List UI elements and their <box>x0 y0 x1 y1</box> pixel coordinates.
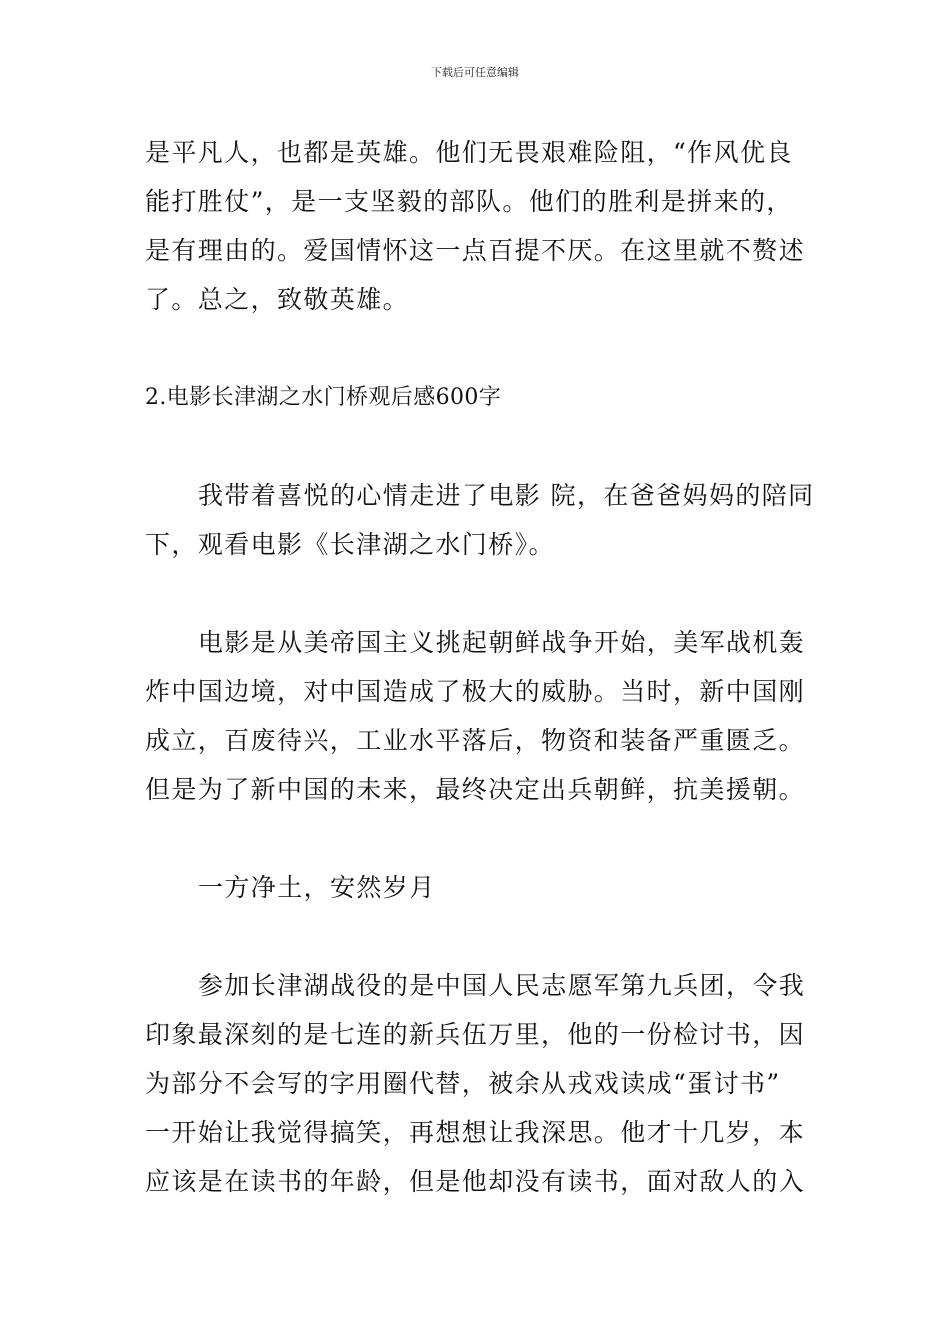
text-line: 了。总之，致敬英雄。 <box>145 285 410 314</box>
text-line: 一方净土，安然岁月 <box>198 873 436 902</box>
document-body <box>145 128 815 1206</box>
paragraph-1 <box>145 128 810 324</box>
text-line: 能打胜仗”，是一支坚毅的部队。他们的胜利是拼来的， <box>145 187 793 216</box>
text-line: 一开始让我觉得搞笑，再想想让我深思。他才十几岁，本 <box>145 1118 806 1147</box>
text-line: 是平凡人，也都是英雄。他们无畏艰难险阻，“作风优良 <box>145 138 793 167</box>
paragraph-gap <box>145 569 810 618</box>
text-line: 电影是从美帝国主义挑起朝鲜战争开始，美军战机轰 <box>198 628 806 657</box>
paragraph-4 <box>145 863 810 912</box>
text-line: 我带着喜悦的心情走进了电影 院，在爸爸妈妈的陪同 <box>198 481 815 510</box>
paragraph-gap <box>145 814 810 863</box>
paragraph-3 <box>145 618 810 814</box>
text-line: 为部分不会写的字用圈代替，被余从戎戏读成“蛋讨书” <box>145 1069 781 1098</box>
text-line: 下，观看电影《长津湖之水门桥》。 <box>145 530 555 559</box>
paragraph-gap <box>145 912 810 961</box>
paragraph-5 <box>145 961 810 1206</box>
text-line: 成立，百废待兴，工业水平落后，物资和装备严重匮乏。 <box>145 726 806 755</box>
paragraph-gap <box>145 324 810 373</box>
paragraph-gap <box>145 422 810 471</box>
text-line: 应该是在读书的年龄，但是他却没有读书，面对敌人的入 <box>145 1167 806 1196</box>
paragraph-2 <box>145 471 815 569</box>
text-line: 参加长津湖战役的是中国人民志愿军第九兵团，令我 <box>198 971 806 1000</box>
text-line: 印象最深刻的是七连的新兵伍万里，他的一份检讨书，因 <box>145 1020 806 1049</box>
page-header-note: 下载后可任意编辑 <box>431 66 519 79</box>
text-line: 但是为了新中国的未来，最终决定出兵朝鲜，抗美援朝。 <box>145 775 806 804</box>
section-heading-text: 2.电影长津湖之水门桥观后感600字 <box>145 385 502 410</box>
text-line: 是有理由的。爱国情怀这一点百提不厌。在这里就不赘述 <box>145 236 806 265</box>
text-line: 炸中国边境，对中国造成了极大的威胁。当时，新中国刚 <box>145 677 806 706</box>
section-heading <box>145 373 810 422</box>
